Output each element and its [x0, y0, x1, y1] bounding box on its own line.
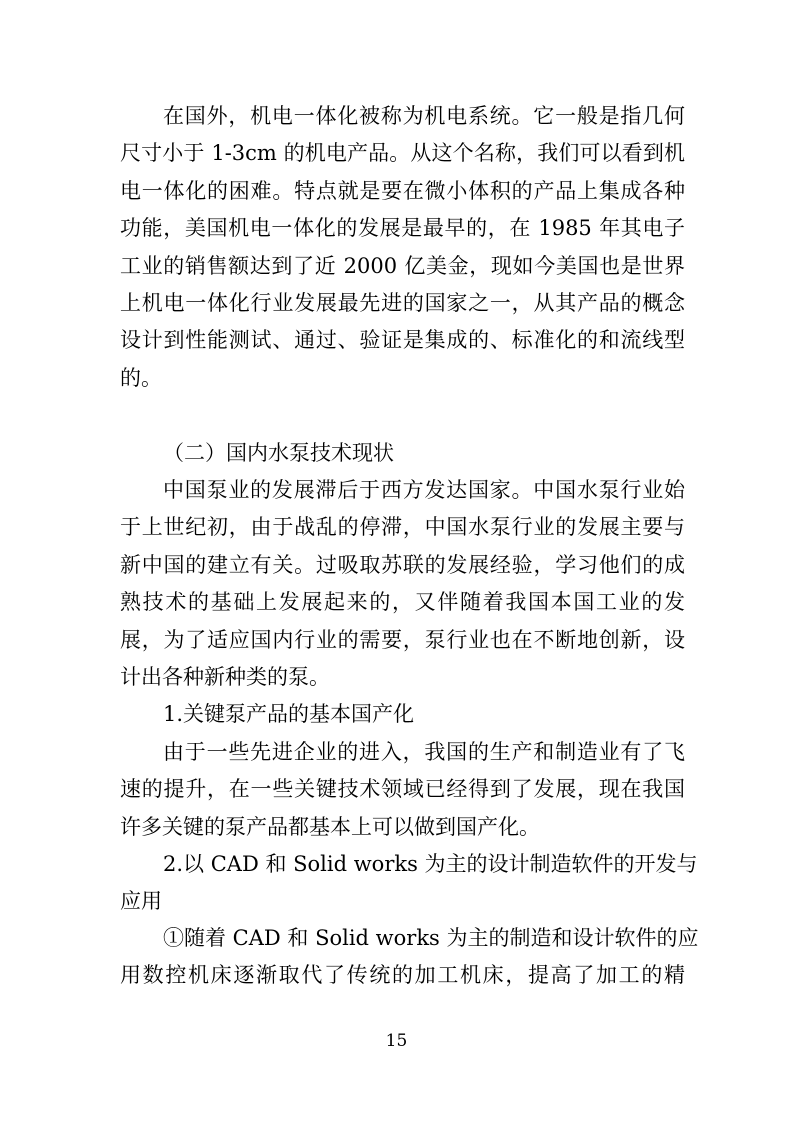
- text-line: 熟技术的基础上发展起来的，又伴随着我国本国工业的发: [120, 590, 685, 614]
- text-line: 中国泵业的发展滞后于西方发达国家。中国水泵行业始: [163, 478, 685, 502]
- text-line: 用数控机床逐渐取代了传统的加工机床，提高了加工的精: [120, 963, 685, 987]
- item-heading: 1.关键泵产品的基本国产化: [163, 702, 415, 726]
- text-line: 工业的销售额达到了近 2000 亿美金，现如今美国也是世界: [120, 254, 685, 278]
- text-line: 新中国的建立有关。过吸取苏联的发展经验，学习他们的成: [120, 553, 685, 577]
- text-line: ①随着 CAD 和 Solid works 为主的制造和设计软件的应: [163, 926, 699, 950]
- text-line: 上机电一体化行业发展最先进的国家之一，从其产品的概念: [120, 291, 685, 315]
- page-number: 15: [385, 1031, 408, 1051]
- text-line: 速的提升，在一些关键技术领域已经得到了发展，现在我国: [120, 777, 685, 801]
- text-line: 2.以 CAD 和 Solid works 为主的设计制造软件的开发与: [163, 852, 698, 876]
- text-line: 电一体化的困难。特点就是要在微小体积的产品上集成各种: [120, 179, 685, 203]
- text-line: 许多关键的泵产品都基本上可以做到国产化。: [120, 815, 540, 839]
- text-line: 由于一些先进企业的进入，我国的生产和制造业有了飞: [163, 740, 685, 764]
- text-line: 展，为了适应国内行业的需要，泵行业也在不断地创新，设: [120, 628, 685, 652]
- section-heading: （二）国内水泵技术现状: [163, 441, 394, 465]
- text-line: 功能，美国机电一体化的发展是最早的，在 1985 年其电子: [120, 216, 685, 240]
- text-line: 尺寸小于 1-3cm 的机电产品。从这个名称，我们可以看到机: [120, 141, 685, 165]
- text-line: 应用: [120, 889, 162, 913]
- text-line: 设计到性能测试、通过、验证是集成的、标准化的和流线型: [120, 328, 685, 352]
- text-line: 在国外，机电一体化被称为机电系统。它一般是指几何: [163, 104, 685, 128]
- text-line: 于上世纪初，由于战乱的停滞，中国水泵行业的发展主要与: [120, 515, 685, 539]
- text-line: 的。: [120, 366, 162, 390]
- text-line: 计出各种新种类的泵。: [120, 665, 330, 689]
